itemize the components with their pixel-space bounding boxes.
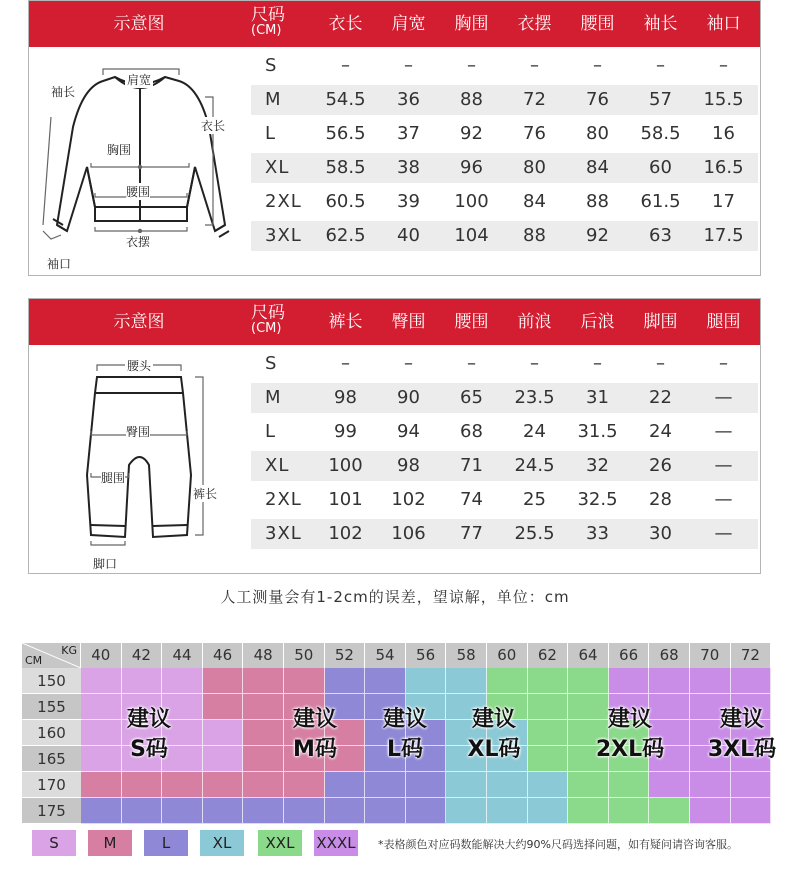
table-cell: 99 <box>334 421 357 442</box>
recommend-line2: M码 <box>293 737 337 762</box>
header-col: 前浪 <box>517 312 552 332</box>
label-ankle: 脚口 <box>93 557 118 571</box>
table-cell: 65 <box>460 387 483 408</box>
header-diagram: 示意图 <box>113 312 165 332</box>
table-cell: 74 <box>460 489 483 510</box>
table-cell: 92 <box>460 123 483 144</box>
grid-cell <box>690 668 731 694</box>
grid-cell <box>365 772 406 798</box>
label-sleeve: 袖长 <box>51 85 76 99</box>
cm-label: 160 <box>22 720 81 746</box>
kg-label: 64 <box>568 643 609 668</box>
size-label: M <box>265 89 282 110</box>
corner-kg-label: KG <box>61 644 77 657</box>
label-shoulder: 肩宽 <box>127 73 152 87</box>
recommend-line1: 建议 <box>382 707 427 732</box>
table-cell: 60.5 <box>325 191 366 212</box>
recommend-line1: 建议 <box>607 707 652 732</box>
table-cell: 56.5 <box>325 123 366 144</box>
table-cell: – <box>341 55 350 76</box>
grid-cell <box>528 798 569 824</box>
cm-label: 170 <box>22 772 81 798</box>
table-header <box>29 1 760 47</box>
table-cell: 106 <box>391 523 426 544</box>
size-label: 3XL <box>265 225 302 246</box>
kg-label: 66 <box>609 643 650 668</box>
size-recommendation <box>439 705 549 765</box>
legend-swatch: XL <box>200 830 244 856</box>
kg-label: 62 <box>528 643 569 668</box>
grid-cell <box>203 694 244 720</box>
grid-cell <box>284 772 325 798</box>
table-cell: – <box>719 353 728 374</box>
recommend-line1: 建议 <box>471 707 516 732</box>
kg-label: 72 <box>731 643 772 668</box>
table-cell: 80 <box>586 123 609 144</box>
header-col: 胸围 <box>454 14 489 34</box>
size-label: S <box>265 353 278 374</box>
table-cell: 57 <box>649 89 672 110</box>
size-label: L <box>265 421 277 442</box>
table-cell: 31.5 <box>577 421 618 442</box>
table-row <box>251 85 758 115</box>
corner-cm-label: CM <box>25 654 43 667</box>
header-size-label: 尺码 <box>251 5 285 25</box>
table-cell: 80 <box>523 157 546 178</box>
legend-swatch: M <box>88 830 132 856</box>
grid-cell <box>325 798 366 824</box>
grid-cell <box>446 668 487 694</box>
grid-cell <box>325 772 366 798</box>
table-cell: 104 <box>454 225 489 246</box>
table-cell: — <box>714 421 733 442</box>
measurement-note: 人工测量会有1-2cm的误差，望谅解，单位：cm <box>220 588 570 606</box>
legend-swatch: XXL <box>258 830 302 856</box>
grid-cell <box>162 668 203 694</box>
label-waist: 腰围 <box>126 185 151 199</box>
grid-cell <box>122 668 163 694</box>
table-cell: 90 <box>397 387 420 408</box>
recommend-line2: 3XL码 <box>707 737 777 762</box>
pants-illustration <box>29 345 249 573</box>
table-cell: — <box>714 387 733 408</box>
table-row <box>251 51 758 81</box>
kg-label: 48 <box>243 643 284 668</box>
header-col: 腰围 <box>454 312 489 332</box>
grid-cell <box>487 668 528 694</box>
grid-cell <box>609 798 650 824</box>
pants-diagram <box>29 345 249 573</box>
recommend-line1: 建议 <box>719 707 764 732</box>
table-cell: 100 <box>328 455 363 476</box>
header-size-unit: (CM) <box>251 23 282 38</box>
recommend-line2: S码 <box>130 737 168 762</box>
table-cell: 28 <box>649 489 672 510</box>
grid-cell <box>609 772 650 798</box>
table-cell: 23.5 <box>514 387 555 408</box>
label-length: 衣长 <box>201 119 226 133</box>
table-cell: 98 <box>397 455 420 476</box>
table-cell: 61.5 <box>640 191 681 212</box>
label-thigh: 腿围 <box>101 471 126 485</box>
grid-cell <box>81 798 122 824</box>
table-cell: 71 <box>460 455 483 476</box>
table-cell: – <box>593 55 602 76</box>
kg-label: 70 <box>690 643 731 668</box>
kg-label: 60 <box>487 643 528 668</box>
table-cell: 33 <box>586 523 609 544</box>
grid-cell <box>81 772 122 798</box>
table-cell: 68 <box>460 421 483 442</box>
recommend-line2: 2XL码 <box>595 737 665 762</box>
table-cell: 24 <box>649 421 672 442</box>
grid-cell <box>528 668 569 694</box>
kg-label: 40 <box>81 643 122 668</box>
table-cell: 88 <box>523 225 546 246</box>
table-row <box>251 519 758 549</box>
size-recommendation-grid <box>22 643 777 823</box>
grid-cell <box>284 798 325 824</box>
header-col: 腿围 <box>706 312 741 332</box>
table-cell: 32 <box>586 455 609 476</box>
header-col: 腰围 <box>580 14 615 34</box>
table-cell: 22 <box>649 387 672 408</box>
table-cell: 25.5 <box>514 523 555 544</box>
header-size-unit: (CM) <box>251 321 282 336</box>
legend-swatch: L <box>144 830 188 856</box>
table-cell: – <box>467 55 476 76</box>
size-label: S <box>265 55 278 76</box>
grid-cell <box>649 668 690 694</box>
table-cell: 100 <box>454 191 489 212</box>
legend-swatch: S <box>32 830 76 856</box>
table-cell: – <box>656 55 665 76</box>
size-recommendation <box>96 705 202 765</box>
grid-cell <box>446 798 487 824</box>
table-cell: 58.5 <box>640 123 681 144</box>
grid-cell <box>243 798 284 824</box>
header-col: 肩宽 <box>391 14 426 34</box>
table-row <box>251 153 758 183</box>
grid-cell <box>406 798 447 824</box>
table-cell: 17.5 <box>703 225 744 246</box>
table-row <box>251 349 758 379</box>
table-cell: 40 <box>397 225 420 246</box>
table-cell: 76 <box>586 89 609 110</box>
grid-cell <box>568 668 609 694</box>
label-chest: 胸围 <box>107 143 132 157</box>
table-cell: 76 <box>523 123 546 144</box>
table-row <box>251 187 758 217</box>
cm-label: 165 <box>22 746 81 772</box>
table-cell: 24.5 <box>514 455 555 476</box>
kg-label: 56 <box>406 643 447 668</box>
table-cell: 101 <box>328 489 363 510</box>
table-cell: 24 <box>523 421 546 442</box>
table-cell: 94 <box>397 421 420 442</box>
grid-cell <box>162 798 203 824</box>
table-cell: 26 <box>649 455 672 476</box>
table-cell: – <box>593 353 602 374</box>
cm-label: 150 <box>22 668 81 694</box>
grid-cell <box>568 798 609 824</box>
table-cell: – <box>404 353 413 374</box>
label-hem: 衣摆 <box>126 235 151 249</box>
header-col: 脚围 <box>643 312 678 332</box>
kg-label: 46 <box>203 643 244 668</box>
table-cell: 30 <box>649 523 672 544</box>
header-col: 臀围 <box>391 312 426 332</box>
header-size-label: 尺码 <box>251 303 285 323</box>
header-col: 袖口 <box>706 14 741 34</box>
table-cell: 63 <box>649 225 672 246</box>
table-cell: — <box>714 455 733 476</box>
table-row <box>251 417 758 447</box>
table-cell: – <box>341 353 350 374</box>
kg-label: 52 <box>325 643 366 668</box>
grid-cell <box>487 772 528 798</box>
grid-cell <box>81 668 122 694</box>
pants-size-table <box>28 298 761 574</box>
size-label: XL <box>265 455 290 476</box>
grid-cell <box>731 772 772 798</box>
grid-cell <box>446 772 487 798</box>
size-recommendation <box>570 705 690 765</box>
header-size <box>251 1 299 47</box>
table-cell: 92 <box>586 225 609 246</box>
legend-swatch: XXXL <box>314 830 358 856</box>
grid-cell <box>325 668 366 694</box>
table-cell: 16.5 <box>703 157 744 178</box>
grid-cell <box>649 772 690 798</box>
grid-cell <box>487 798 528 824</box>
grid-cell <box>203 668 244 694</box>
grid-cell <box>122 772 163 798</box>
table-cell: — <box>714 523 733 544</box>
label-hip: 臀围 <box>126 425 151 439</box>
table-cell: 25 <box>523 489 546 510</box>
table-header <box>29 299 760 345</box>
size-label: L <box>265 123 277 144</box>
kg-label: 58 <box>446 643 487 668</box>
recommend-line2: L码 <box>386 737 424 762</box>
table-cell: – <box>719 55 728 76</box>
table-cell: 60 <box>649 157 672 178</box>
legend-note: *表格颜色对应码数能解决大约90%尺码选择问题，如有疑问请咨询客服。 <box>378 838 738 851</box>
grid-cell <box>528 772 569 798</box>
table-cell: 15.5 <box>703 89 744 110</box>
grid-cell <box>203 720 244 746</box>
size-label: 3XL <box>265 523 302 544</box>
size-label: 2XL <box>265 489 302 510</box>
kg-label: 44 <box>162 643 203 668</box>
table-cell: 102 <box>328 523 363 544</box>
top-size-table <box>28 0 761 276</box>
cm-label: 155 <box>22 694 81 720</box>
table-cell: — <box>714 489 733 510</box>
table-cell: 96 <box>460 157 483 178</box>
label-length: 裤长 <box>193 487 218 501</box>
recommend-line1: 建议 <box>292 707 337 732</box>
header-diagram: 示意图 <box>113 14 165 34</box>
table-cell: 37 <box>397 123 420 144</box>
kg-label: 42 <box>122 643 163 668</box>
table-cell: 17 <box>712 191 735 212</box>
table-row <box>251 383 758 413</box>
size-label: 2XL <box>265 191 302 212</box>
grid-cell <box>609 668 650 694</box>
table-cell: 72 <box>523 89 546 110</box>
grid-cell <box>203 746 244 772</box>
grid-cell <box>731 668 772 694</box>
grid-cell <box>406 668 447 694</box>
header-size <box>251 299 299 345</box>
table-cell: 88 <box>586 191 609 212</box>
grid-cell <box>162 772 203 798</box>
grid-cell <box>243 772 284 798</box>
table-cell: 38 <box>397 157 420 178</box>
table-cell: 77 <box>460 523 483 544</box>
cm-label: 175 <box>22 798 81 824</box>
table-cell: 88 <box>460 89 483 110</box>
label-waistband: 腰头 <box>127 359 152 373</box>
header-col: 裤长 <box>328 312 363 332</box>
table-cell: – <box>467 353 476 374</box>
table-cell: 54.5 <box>325 89 366 110</box>
table-cell: 62.5 <box>325 225 366 246</box>
table-cell: – <box>530 55 539 76</box>
size-recommendation <box>687 705 790 765</box>
grid-cell <box>243 668 284 694</box>
table-cell: 102 <box>391 489 426 510</box>
color-legend <box>0 830 790 856</box>
label-cuff: 袖口 <box>47 257 72 271</box>
table-row <box>251 221 758 251</box>
header-col: 衣摆 <box>517 14 552 34</box>
table-cell: 98 <box>334 387 357 408</box>
header-col: 衣长 <box>328 14 363 34</box>
grid-cell <box>731 798 772 824</box>
grid-cell <box>365 798 406 824</box>
table-cell: – <box>530 353 539 374</box>
table-row <box>251 451 758 481</box>
grid-cell <box>203 772 244 798</box>
size-recommendation <box>365 705 445 765</box>
table-cell: 39 <box>397 191 420 212</box>
table-cell: 16 <box>712 123 735 144</box>
grid-cell <box>406 772 447 798</box>
table-row <box>251 119 758 149</box>
grid-cell <box>365 668 406 694</box>
kg-label: 54 <box>365 643 406 668</box>
table-cell: – <box>656 353 665 374</box>
table-cell: 36 <box>397 89 420 110</box>
grid-corner <box>22 643 81 668</box>
table-cell: 84 <box>586 157 609 178</box>
table-cell: 32.5 <box>577 489 618 510</box>
grid-cell <box>690 798 731 824</box>
grid-cell <box>203 798 244 824</box>
table-cell: 31 <box>586 387 609 408</box>
table-cell: – <box>404 55 413 76</box>
grid-cell <box>690 772 731 798</box>
size-recommendation <box>249 705 381 765</box>
recommend-line2: XL码 <box>467 737 521 762</box>
header-col: 后浪 <box>580 312 615 332</box>
table-row <box>251 485 758 515</box>
recommend-line1: 建议 <box>126 707 171 732</box>
size-label: M <box>265 387 282 408</box>
jacket-diagram <box>29 47 249 275</box>
grid-cell <box>568 772 609 798</box>
table-cell: 58.5 <box>325 157 366 178</box>
header-col: 袖长 <box>643 14 678 34</box>
table-cell: 84 <box>523 191 546 212</box>
grid-cell <box>284 668 325 694</box>
kg-label: 50 <box>284 643 325 668</box>
size-label: XL <box>265 157 290 178</box>
grid-cell <box>122 798 163 824</box>
kg-label: 68 <box>649 643 690 668</box>
grid-cell <box>649 798 690 824</box>
